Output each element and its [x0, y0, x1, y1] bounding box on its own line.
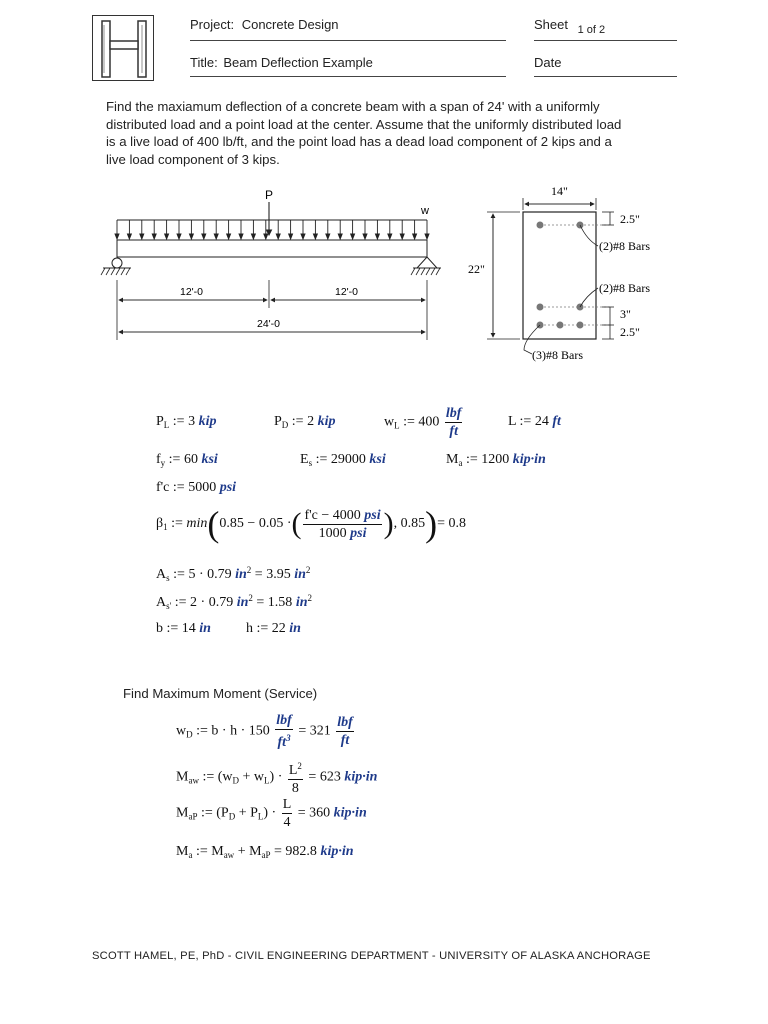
- eq-Maw: $M_{aw}$ := $(w_D + w_L)$ · $\frac{L^2}{8}$ = 623 kip·in: [176, 758, 377, 797]
- beta-fn: min: [186, 516, 208, 531]
- Maw-result: = 623: [308, 769, 341, 785]
- eq-Ma-input: $M_a$ := 1200 kip·in: [446, 452, 546, 468]
- wD-unit-num: lbf: [276, 713, 292, 728]
- dist-load-label: w: [421, 205, 429, 217]
- point-load-label: P: [265, 188, 274, 202]
- Maw-unit: kip·in: [344, 769, 378, 785]
- As-unit: in: [235, 567, 247, 582]
- problem-line: live load component of 3 kips.: [106, 151, 280, 167]
- dist-load-arrowhead: [152, 234, 156, 239]
- dist-load-arrowhead: [251, 234, 255, 239]
- Asp-unit: in: [236, 595, 249, 610]
- As-expr: 5 · 0.79: [188, 567, 232, 582]
- beta-a: 0.85 − 0.05 ·: [219, 516, 292, 531]
- dist-load-arrowhead: [239, 234, 243, 239]
- Asp-result-unit: in: [295, 595, 308, 610]
- section-width-dim: 14": [551, 184, 568, 198]
- dist-load-arrowhead: [375, 234, 379, 239]
- dist-load-arrowhead: [289, 234, 293, 239]
- dist-load-arrowhead: [400, 234, 404, 239]
- dist-load-arrowhead: [264, 234, 268, 239]
- dist-load-arrowhead: [351, 234, 355, 239]
- project-row: [190, 17, 339, 32]
- Ma-input-unit: kip·in: [512, 452, 546, 467]
- bar-spacing-dim: 3": [620, 307, 631, 321]
- bottom-cover-dim: 2.5": [620, 325, 640, 339]
- MaP-unit: kip·in: [333, 805, 367, 821]
- L-value: 24: [534, 414, 549, 429]
- title-value: Beam Deflection Example: [223, 55, 373, 70]
- PD-value: 2: [307, 414, 315, 429]
- Ma-result: = 982.8: [274, 844, 317, 859]
- Asp-expr: 2 · 0.79: [190, 595, 234, 610]
- dist-load-arrowhead: [413, 234, 417, 239]
- mid-bars-label: (2)#8 Bars: [599, 281, 650, 295]
- PL-unit: kip: [198, 414, 217, 429]
- top-bars-label: (2)#8 Bars: [599, 239, 650, 253]
- beta-num-unit: psi: [364, 507, 381, 523]
- eq-Asp: $A_{s'}$ := 2 · 0.79 $in^2 = 1.58$ $in^2$: [156, 593, 312, 611]
- Es-value: 29000: [330, 452, 366, 467]
- title-row: [190, 55, 373, 70]
- b-value: 14: [181, 621, 196, 636]
- dist-load-arrowhead: [313, 234, 317, 239]
- beta-num: f'c − 4000: [304, 507, 361, 523]
- h-value: 22: [271, 621, 286, 636]
- section-height-dim: 22": [468, 262, 485, 276]
- sheet-label: Sheet: [534, 17, 568, 32]
- PD-unit: kip: [317, 414, 336, 429]
- date-row: [534, 55, 561, 70]
- eq-Ma: $M_a$ := $M_{aw} + M_{aP} = 982.8$ kip·in: [176, 844, 354, 860]
- problem-line: is a live load of 400 lb/ft, and the point load has a dead load component of 2 kips and a: [106, 134, 612, 149]
- fy-unit: ksi: [201, 452, 218, 467]
- dist-load-arrowhead: [338, 234, 342, 239]
- dist-load-arrowhead: [202, 234, 206, 239]
- eq-wL: $w_L$ := 400 $\frac{\text{lbf}}{ft}$: [384, 406, 462, 439]
- dist-load-arrowhead: [214, 234, 218, 239]
- dist-load-arrowhead: [140, 234, 144, 239]
- dist-load-arrowhead: [363, 234, 367, 239]
- project-value: Concrete Design: [241, 17, 339, 32]
- eq-MaP: $M_{aP}$ := $(P_D + P_L)$ · $\frac{L}{4}$ = 360 kip·in: [176, 797, 367, 830]
- wD-unit-den: ft: [277, 735, 287, 750]
- bottom-bars-label: (3)#8 Bars: [532, 348, 583, 362]
- eq-fc: f'c := 5000 psi: [156, 480, 237, 495]
- eq-PD: $P_D$ := 2 kip: [274, 414, 336, 430]
- eq-b: b := 14 in: [156, 621, 211, 636]
- dist-load-arrowhead: [326, 234, 330, 239]
- dist-load-arrowhead: [301, 234, 305, 239]
- wL-value: 400: [418, 414, 440, 430]
- fc-unit: psi: [219, 480, 237, 495]
- eq-fy: $f_y$ := 60 ksi: [156, 452, 218, 468]
- sheet-value: 1 of 2: [577, 24, 606, 36]
- eq-PL: $P_L$ := 3 kip: [156, 414, 217, 430]
- dist-load-arrowhead: [425, 234, 429, 239]
- eq-h: h := 22 in: [246, 621, 301, 636]
- section-diagram: [462, 178, 692, 368]
- wL-unit-den: ft: [449, 424, 458, 439]
- L-unit: ft: [552, 414, 561, 429]
- b-unit: in: [199, 621, 211, 636]
- project-label: Project:: [190, 17, 235, 32]
- fy-value: 60: [183, 452, 198, 467]
- wD-expr: b · h · 150: [211, 723, 270, 739]
- left-half-dim: 12'-0: [180, 286, 204, 298]
- dist-load-arrowhead: [177, 234, 181, 239]
- dist-load-arrowhead: [189, 234, 193, 239]
- dist-load-arrowhead: [127, 234, 131, 239]
- title-label: Title:: [190, 55, 218, 70]
- wL-unit-num: lbf: [445, 406, 462, 421]
- MaP-result: = 360: [297, 805, 331, 821]
- date-label: Date: [534, 55, 562, 70]
- right-half-dim: 12'-0: [335, 286, 359, 298]
- beam-diagram: [95, 180, 455, 350]
- dist-load-arrowhead: [227, 234, 231, 239]
- As-result: = 3.95: [254, 567, 291, 582]
- top-cover-dim: 2.5": [620, 212, 640, 226]
- wD-res-den: ft: [340, 733, 350, 748]
- wD-res-num: lbf: [337, 715, 353, 730]
- PL-value: 3: [188, 414, 196, 429]
- eq-L: L := 24 ft: [508, 414, 561, 429]
- beta-b: , 0.85: [393, 516, 426, 531]
- Ma-input-value: 1200: [481, 452, 510, 467]
- Es-unit: ksi: [369, 452, 386, 467]
- moment-section-title: Find Maximum Moment (Service): [123, 686, 318, 701]
- problem-line: distributed load and a point load at the center. Assume that the uniformly distributed load: [106, 116, 622, 132]
- fc-value: 5000: [188, 480, 217, 495]
- beta-den-unit: psi: [350, 525, 367, 541]
- dist-load-arrowhead: [165, 234, 169, 239]
- Asp-result: = 1.58: [256, 595, 293, 610]
- eq-beta1: $\beta_1$ := min(0.85 − 0.05 ·( $\frac{\text{f'c − 4000 psi}}{\text{1000 psi}}$ ), 0.85)= 0.8: [156, 504, 467, 544]
- footer-text: SCOTT HAMEL, PE, PhD - CIVIL ENGINEERING DEPARTMENT - UNIVERSITY OF ALASKA ANCHORAGE: [92, 950, 651, 962]
- dist-load-arrowhead: [388, 234, 392, 239]
- problem-line: Find the maxiamum deflection of a concrete beam with a span of 24' with a uniformly: [106, 99, 600, 114]
- h-unit: in: [289, 621, 301, 636]
- dist-load-arrowhead: [276, 234, 280, 239]
- total-span-dim: 24'-0: [257, 318, 281, 330]
- eq-wD: $w_D$ := b · h · 150 $\frac{\text{lbf}}{ft^3}$ = 321 $\frac{\text{lbf}}{ft}$: [176, 713, 353, 750]
- dist-load-arrowhead: [115, 234, 119, 239]
- sheet-row: [534, 17, 606, 36]
- beta-result: = 0.8: [437, 516, 467, 531]
- eq-Es: $E_s$ := 29000 ksi: [300, 452, 386, 468]
- problem-statement: [106, 98, 686, 168]
- wD-result: = 321: [298, 723, 331, 739]
- As-result-unit: in: [294, 567, 306, 582]
- logo: [92, 15, 154, 81]
- beta-den: 1000: [318, 525, 347, 541]
- eq-As: $A_s$ := 5 · 0.79 $in^2 = 3.95$ $in^2$: [156, 565, 311, 583]
- Ma-unit: kip·in: [320, 844, 354, 859]
